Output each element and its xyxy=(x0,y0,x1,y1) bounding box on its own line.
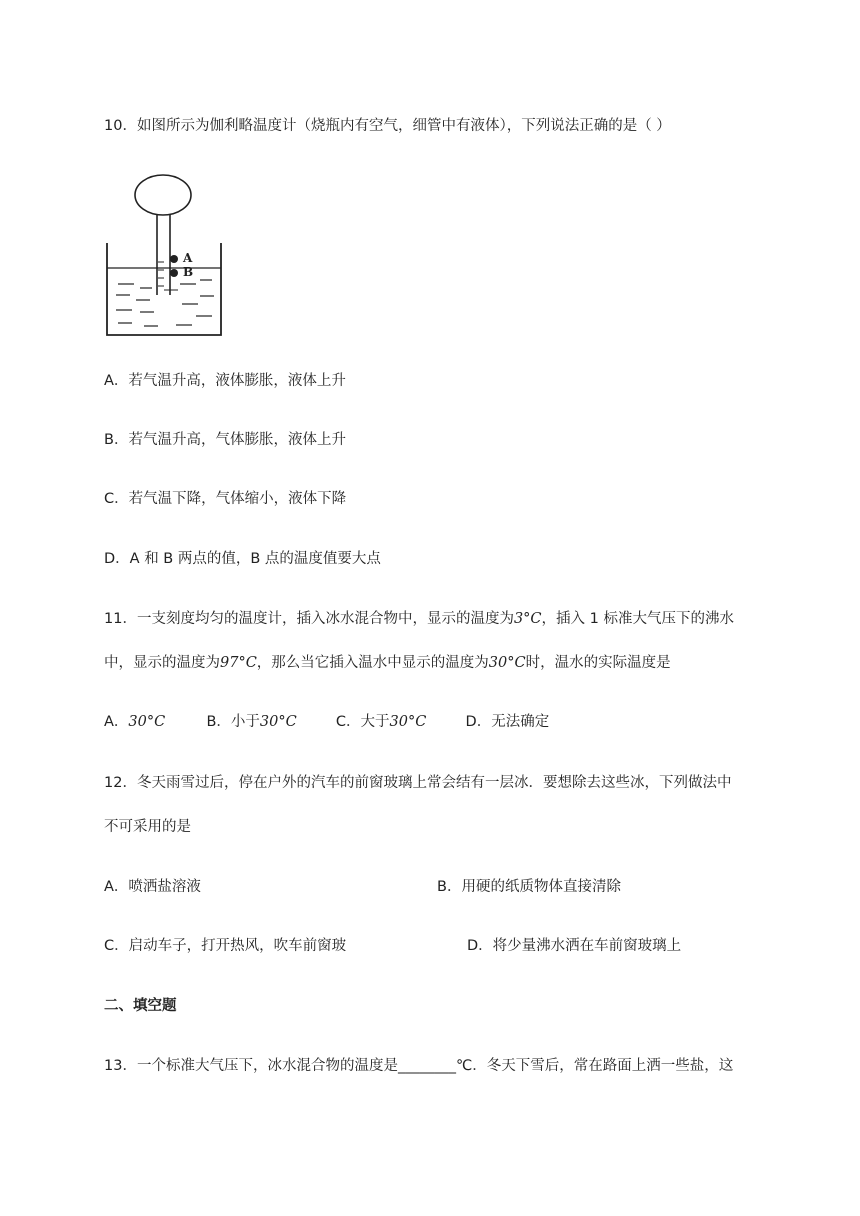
q13-line-1 xyxy=(104,1056,733,1076)
q11-text: 11．一支刻度均匀的温度计，插入冰水混合物中，显示的温度为 xyxy=(104,611,514,627)
q11-option-d: D．无法确定 xyxy=(465,714,550,730)
q10-option-a: A．若气温升高，液体膨胀，液体上升 xyxy=(104,373,346,389)
q11-line-2 xyxy=(104,653,671,673)
option-prefix: B．小于 xyxy=(206,714,260,730)
q11-option-a xyxy=(104,714,165,730)
q12-option-d: D．将少量沸水洒在车前窗玻璃上 xyxy=(467,938,682,954)
q11-temp: 3°C xyxy=(513,611,542,627)
option-value: 30°C xyxy=(128,714,166,730)
q13-text: 13．一个标准大气压下，冰水混合物的温度是 xyxy=(104,1058,398,1074)
q12-option-b: B．用硬的纸质物体直接清除 xyxy=(437,879,621,895)
section-heading: 二、填空题 xyxy=(104,998,177,1014)
q12-line-2: 不可采用的是 xyxy=(104,819,191,835)
option-value: 30°C xyxy=(389,714,427,730)
q11-text: ，插入 1 标准大气压下的沸水 xyxy=(541,611,734,627)
answer-blank[interactable]: ________ xyxy=(397,1058,456,1074)
option-prefix: A． xyxy=(104,714,129,730)
q11-options xyxy=(104,712,549,732)
q13-text: ℃．冬天下雪后，常在路面上洒一些盐，这 xyxy=(455,1058,734,1074)
q10-option-d: D．A 和 B 两点的值，B 点的温度值要大点 xyxy=(104,551,381,567)
q12-option-c: C．启动车子，打开热风，吹车前窗玻 xyxy=(104,938,347,954)
label-a: A xyxy=(183,251,193,265)
q10-option-c: C．若气温下降，气体缩小，液体下降 xyxy=(104,491,347,507)
q11-text: 中，显示的温度为 xyxy=(104,655,220,671)
q11-text: 时，温水的实际温度是 xyxy=(525,655,671,671)
label-b: B xyxy=(183,265,194,279)
option-prefix: C．大于 xyxy=(335,714,390,730)
q10-stem: 10．如图所示为伽利略温度计（烧瓶内有空气，细管中有液体），下列说法正确的是（ ） xyxy=(104,118,671,134)
q11-option-c xyxy=(336,714,426,730)
option-value: 30°C xyxy=(259,714,297,730)
q10-option-b: B．若气温升高，气体膨胀，液体上升 xyxy=(104,432,346,448)
q11-option-b xyxy=(206,714,296,730)
q11-temp: 30°C xyxy=(488,655,526,671)
q11-temp: 97°C xyxy=(220,655,257,671)
q12-line-1: 12．冬天雨雪过后，停在户外的汽车的前窗玻璃上常会结有一层冰．要想除去这些冰，下列做法中 xyxy=(104,775,732,791)
q11-text: ，那么当它插入温水中显示的温度为 xyxy=(256,655,489,671)
galileo-thermometer-figure xyxy=(104,170,234,340)
q12-option-a: A．喷洒盐溶液 xyxy=(104,879,201,895)
q11-line-1 xyxy=(104,609,734,629)
